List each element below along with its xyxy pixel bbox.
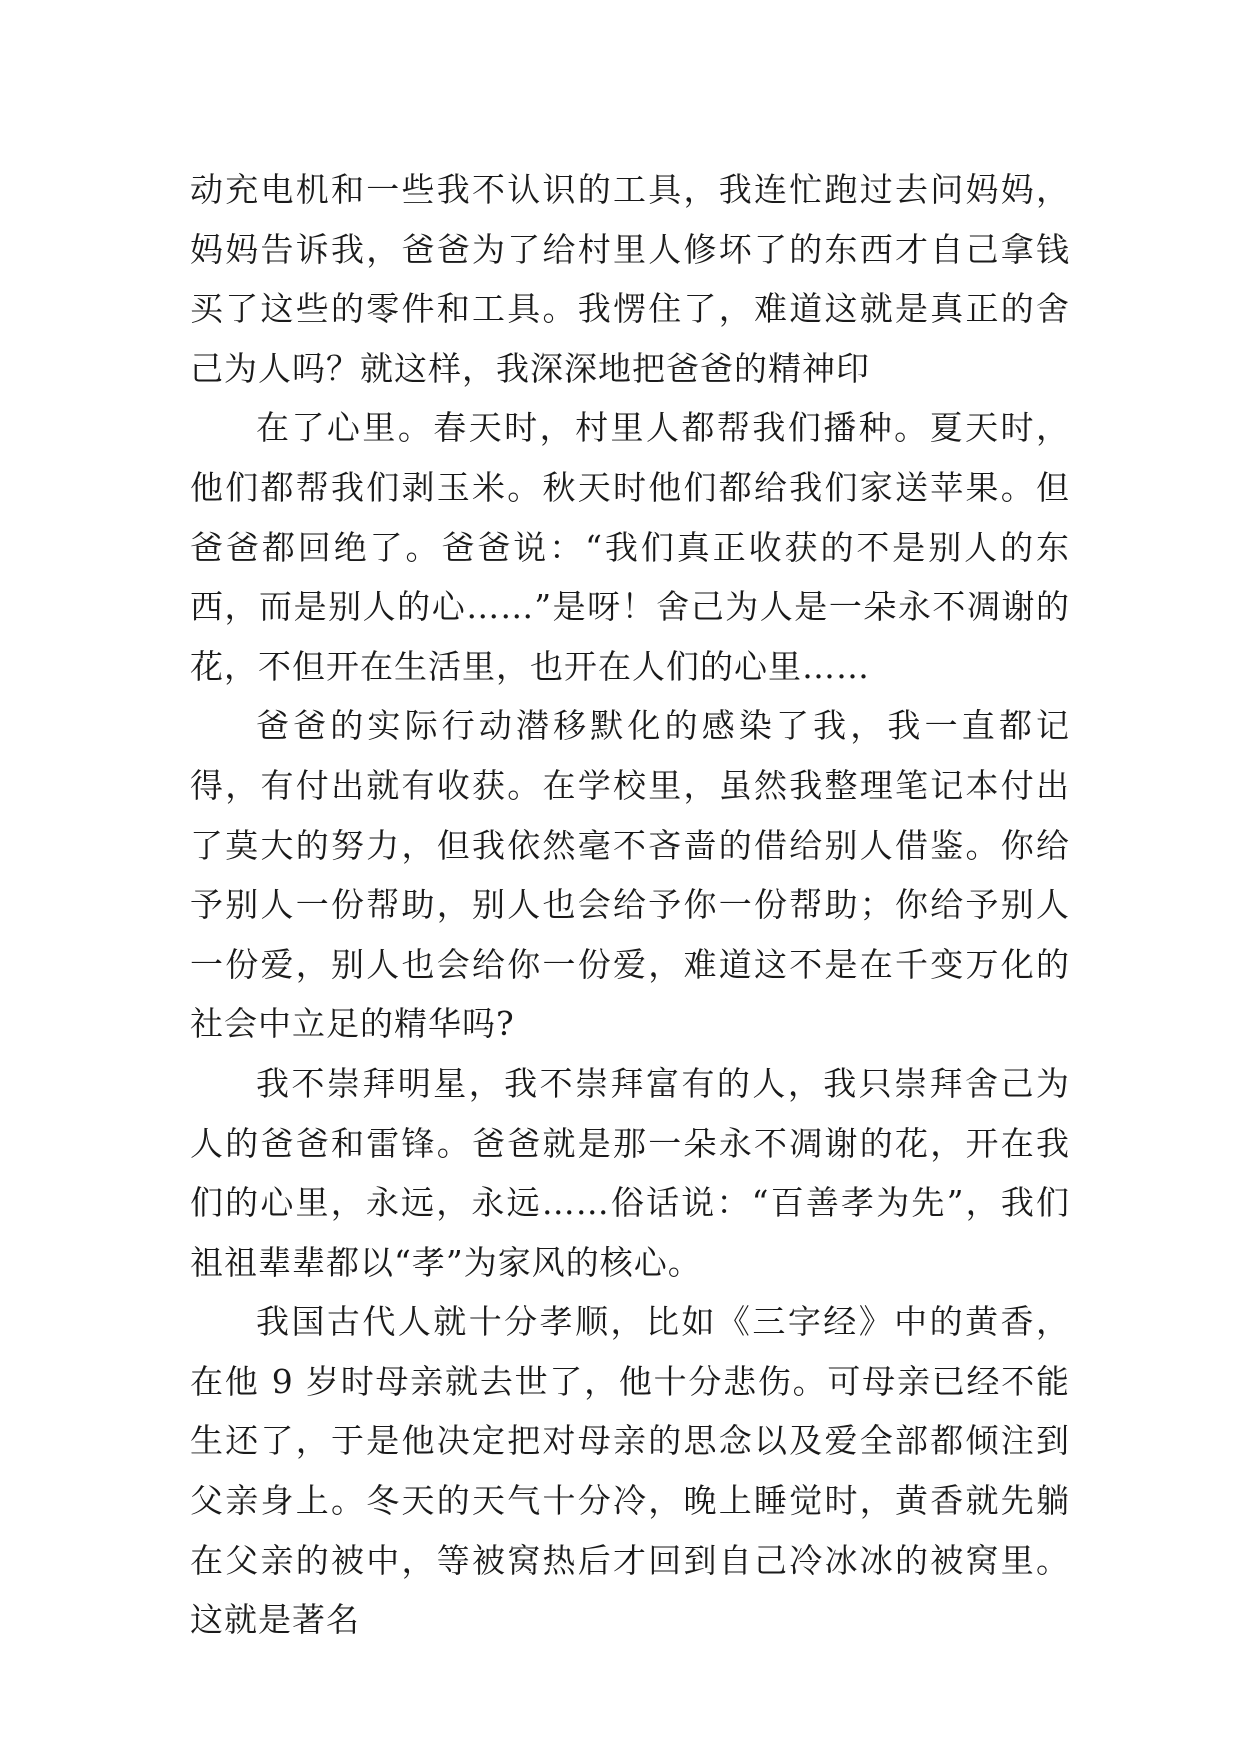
paragraph-1: 动充电机和一些我不认识的工具，我连忙跑过去问妈妈，妈妈告诉我，爸爸为了给村里人修坏了的东西才自己拿钱买了这些的零件和工具。我愣住了，难道这就是真正的舍己为人吗？就这样，我深深地把爸爸的精神印 bbox=[190, 170, 1070, 388]
paragraph-2: 在了心里。春天时，村里人都帮我们播种。夏天时，他们都帮我们剥玉米。秋天时他们都给我们家送苹果。但爸爸都回绝了。爸爸说：“我们真正收获的不是别人的东西，而是别人的心……”是呀！舍己为人是一朵永不凋谢的花，不但开在生活里，也开在人们的心里…… bbox=[190, 408, 1070, 686]
paragraph-3: 爸爸的实际行动潜移默化的感染了我，我一直都记得，有付出就有收获。在学校里，虽然我整理笔记本付出了莫大的努力，但我依然毫不吝啬的借给别人借鉴。你给予别人一份帮助，别人也会给予你一份帮助；你给予别人一份爱，别人也会给你一份爱，难道这不是在千变万化的社会中立足的精华吗? bbox=[190, 706, 1070, 1044]
paragraph-4: 我不崇拜明星，我不崇拜富有的人，我只崇拜舍己为人的爸爸和雷锋。爸爸就是那一朵永不凋谢的花，开在我们的心里，永远，永远……俗话说：“百善孝为先”，我们祖祖辈辈都以“孝”为家风的核心。 bbox=[190, 1063, 1070, 1282]
paragraph-5: 我国古代人就十分孝顺，比如《三字经》中的黄香，在他 9 岁时母亲就去世了，他十分悲伤。可母亲已经不能生还了，于是他决定把对母亲的思念以及爱全部都倾注到父亲身上。冬天的天气十分冷，晚上睡觉时，黄香就先躺在父亲的被中，等被窝热后才回到自己冷冰冰的被窝里。这就是著名 bbox=[190, 1302, 1070, 1640]
document-body bbox=[190, 160, 1070, 1650]
